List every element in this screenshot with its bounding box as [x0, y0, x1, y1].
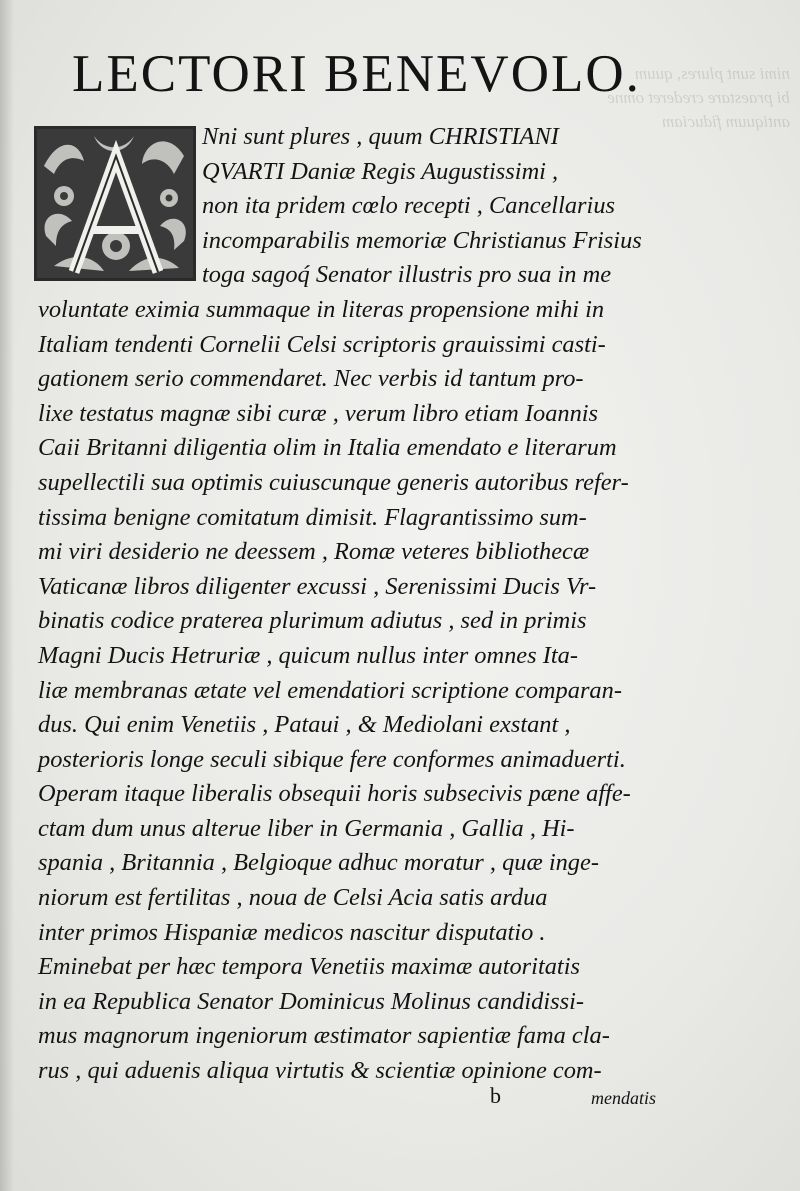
text-line: mus magnorum ingeniorum æstimator sapientiæ fama cla- [38, 1022, 610, 1050]
text-line: inter primos Hispaniæ medicos nascitur disputatio . [38, 918, 546, 946]
text-line: Nni sunt plures , quum CHRISTIANI [202, 123, 559, 150]
text-line: ctam dum unus alterue liber in Germania , Gallia , Hi- [38, 814, 575, 842]
text-line: liæ membranas ætate vel emendatiori scriptione comparan- [38, 676, 622, 704]
catchword: mendatis [591, 1088, 656, 1108]
bleed-line: antiquum fiduciam [662, 112, 790, 131]
text-line: Magni Ducis Hetruriæ , quicum nullus inter omnes Ita- [38, 641, 578, 669]
text-line: dus. Qui enim Venetiis , Pataui , & Mediolani exstant , [38, 711, 571, 739]
text-line: non ita pridem cœlo recepti , Cancellarius [202, 192, 616, 220]
text-line: spania , Britannia , Belgioque adhuc moratur , quæ inge- [38, 849, 599, 877]
text-line: mi viri desiderio ne deessem , Romæ veteres bibliothecæ [38, 538, 590, 566]
text-line: in ea Republica Senator Dominicus Molinus candidissi- [38, 987, 585, 1015]
signature-mark: b [490, 1083, 501, 1108]
text-line: niorum est fertilitas , noua de Celsi Acia satis ardua [38, 884, 548, 912]
text-line: rus , qui aduenis aliqua virtutis & scientiæ opinione com- [38, 1057, 602, 1085]
gutter-shadow [0, 0, 14, 1191]
text-line: Italiam tendenti Cornelii Celsi scriptoris grauissimi casti- [38, 330, 606, 358]
text-line: posterioris longe seculi sibique fere conformes animaduerti. [38, 745, 626, 773]
text-line: gationem serio commendaret. Nec verbis id tantum pro- [38, 365, 584, 393]
text-line: supellectili sua optimis cuiuscunque generis autoribus refer- [38, 468, 629, 496]
text-line: tissima benigne comitatum dimisit. Flagrantissimo sum- [38, 503, 587, 531]
body-text [38, 120, 758, 1089]
text-line: QVARTI Daniæ Regis Augustissimi , [202, 157, 559, 185]
bleed-line: bi praestare crederet omne [607, 88, 790, 107]
text-line: lixe testatus magnæ sibi curæ , verum libro etiam Ioannis [38, 399, 599, 427]
text-line: Eminebat per hæc tempora Venetiis maximæ autoritatis [38, 953, 580, 981]
text-line: Caii Britanni diligentia olim in Italia emendato e literarum [38, 434, 617, 462]
text-line: Operam itaque liberalis obsequii horis subsecivis pæne affe- [38, 780, 631, 808]
text-line: incomparabilis memoriæ Christianus Frisius [202, 226, 642, 254]
text-line: voluntate eximia summaque in literas propensione mihi in [38, 295, 605, 323]
page-heading: LECTORI BENEVOLO. [72, 45, 641, 103]
text-line: binatis codice praterea plurimum adiutus , sed in primis [38, 607, 587, 635]
bleed-line: nimi sunt plures, quum [634, 64, 790, 83]
text-line: toga sagoq́ Senator illustris pro sua in me [202, 261, 612, 289]
text-line: Vaticanæ libros diligenter excussi , Serenissimi Ducis Vr- [38, 572, 597, 600]
